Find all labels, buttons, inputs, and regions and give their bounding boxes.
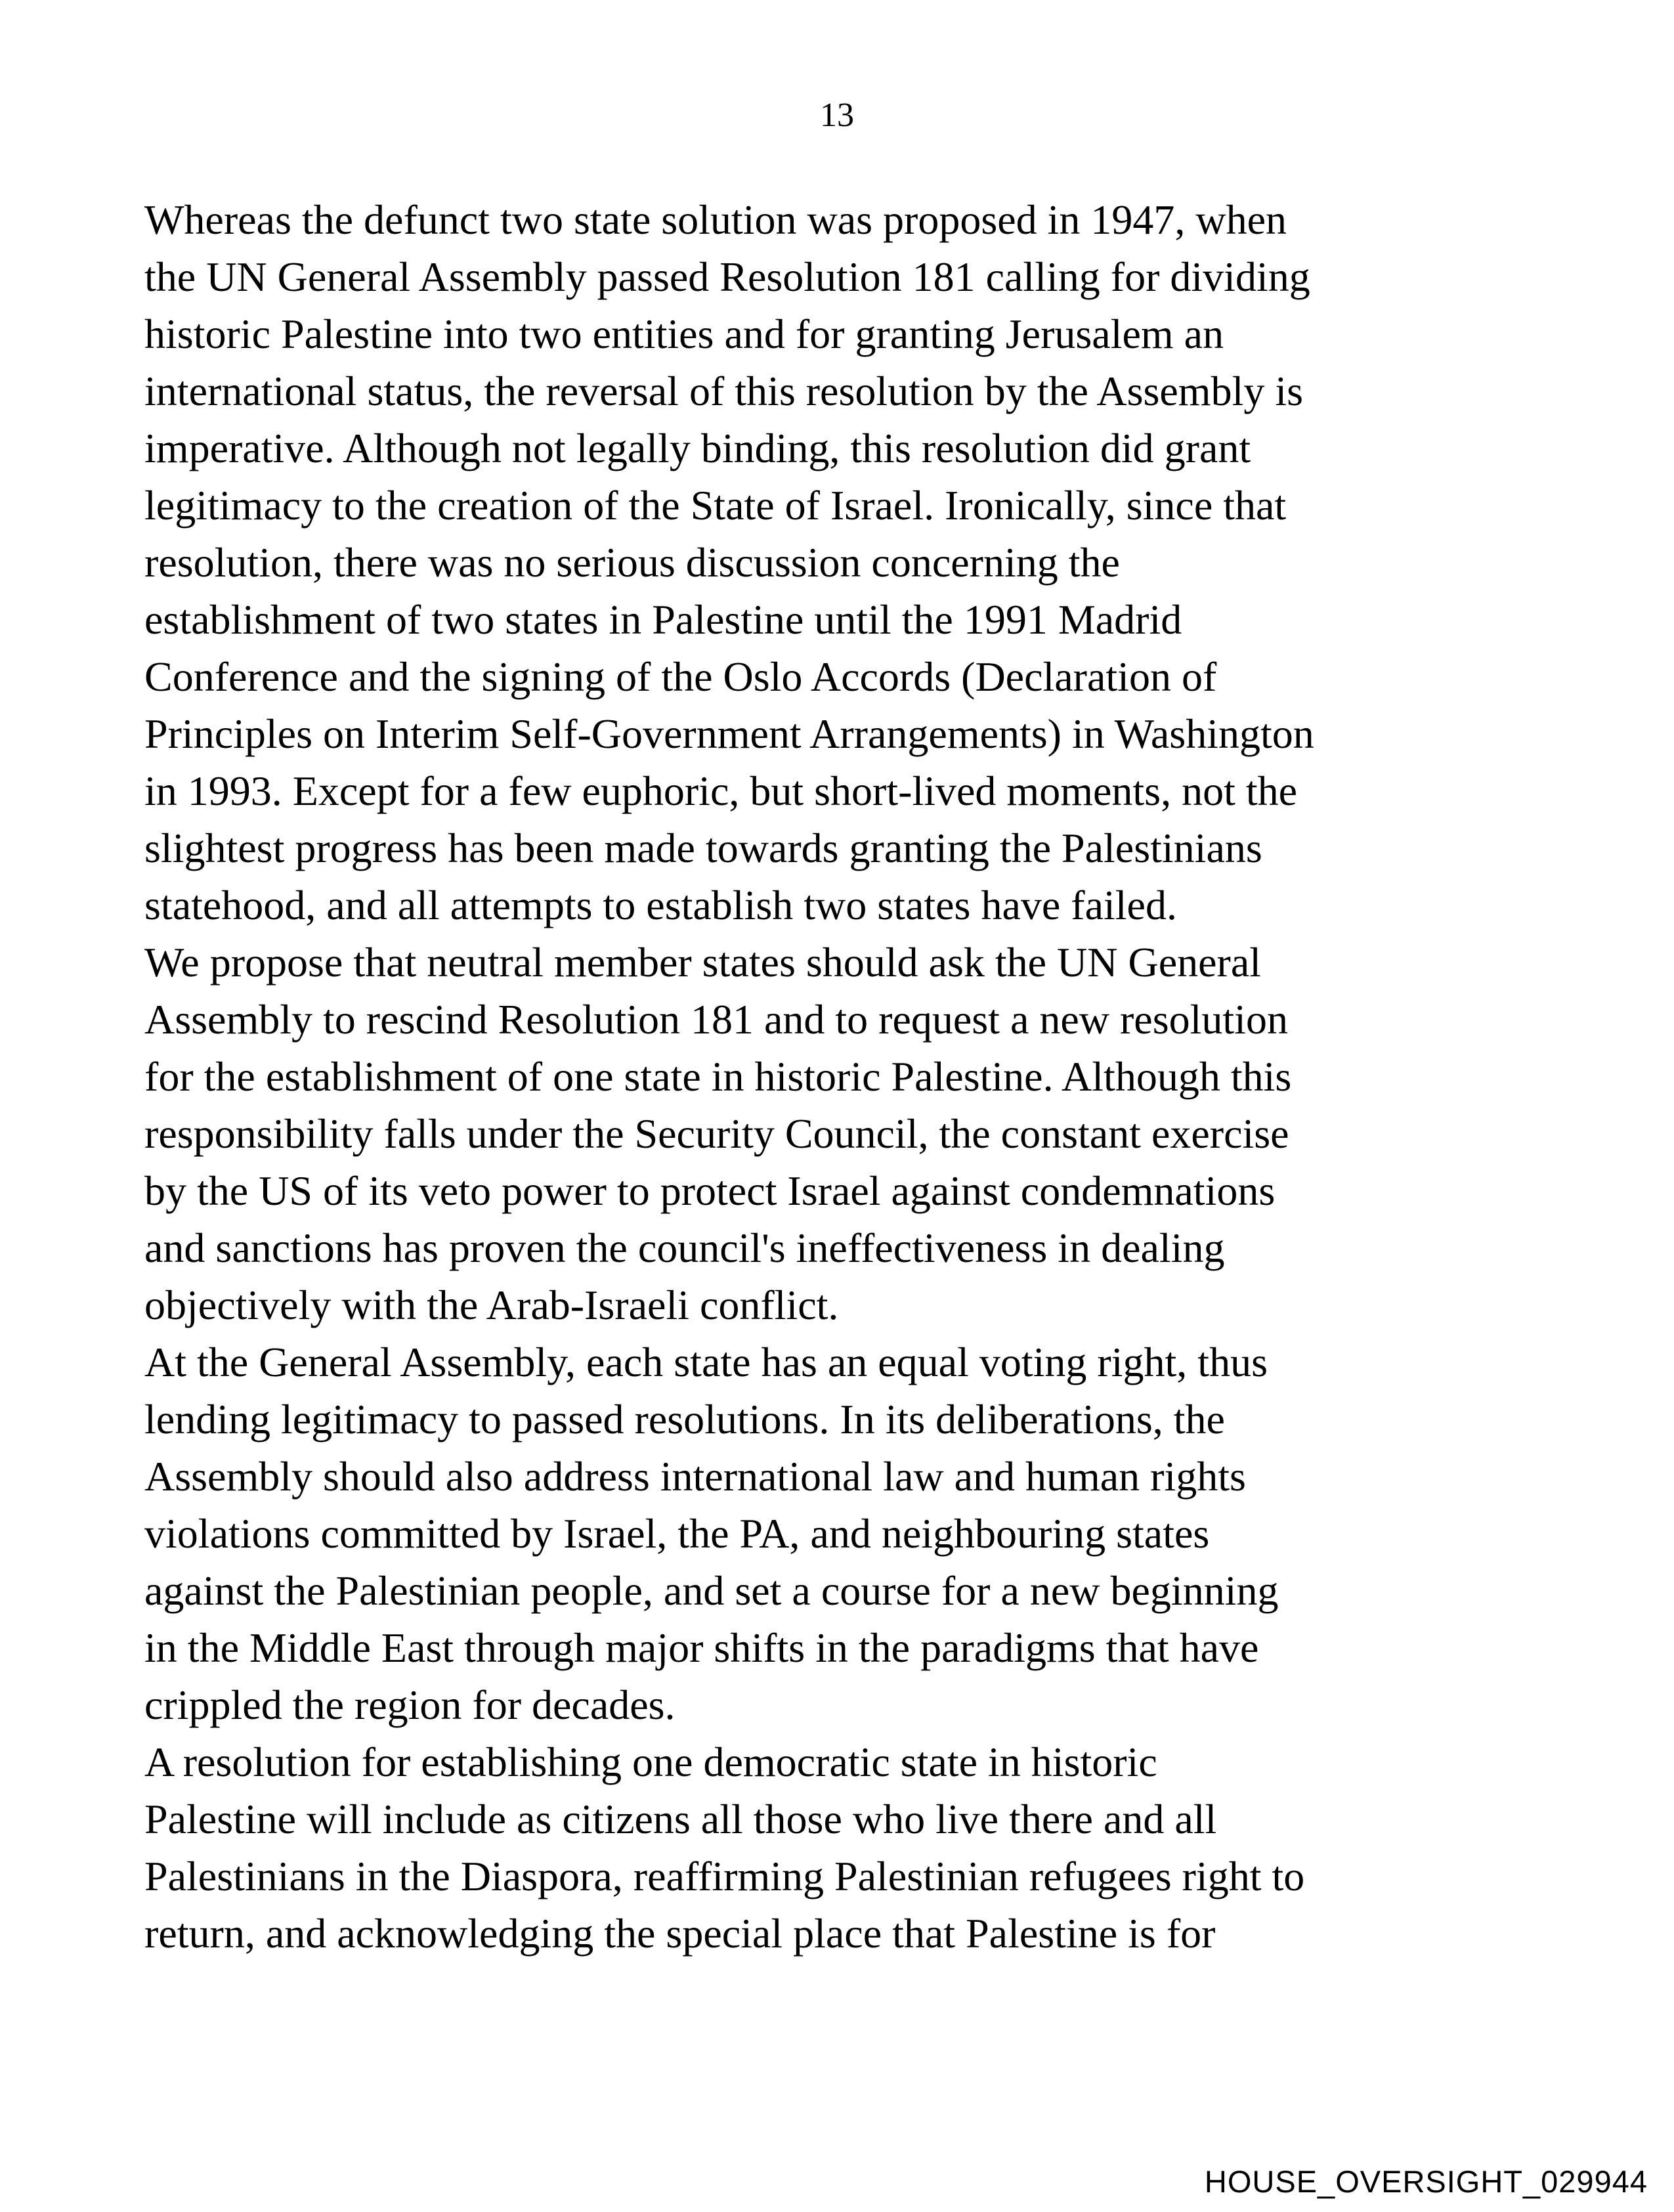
text-line: and sanctions has proven the council's ineffectiveness in dealing <box>144 1225 1225 1271</box>
text-line: We propose that neutral member states should ask the UN General <box>144 939 1261 986</box>
text-line: against the Palestinian people, and set a course for a new beginning <box>144 1567 1279 1614</box>
text-line: responsibility falls under the Security Council, the constant exercise <box>144 1110 1289 1157</box>
text-line: the UN General Assembly passed Resolution 181 calling for dividing <box>144 253 1310 300</box>
text-line: crippled the region for decades. <box>144 1681 676 1728</box>
text-line: statehood, and all attempts to establish two states have failed. <box>144 882 1177 928</box>
text-line: A resolution for establishing one democratic state in historic <box>144 1739 1157 1785</box>
text-line: in the Middle East through major shifts in the paradigms that have <box>144 1624 1259 1671</box>
text-line: resolution, there was no serious discussion concerning the <box>144 539 1120 586</box>
text-line: historic Palestine into two entities and for granting Jerusalem an <box>144 311 1224 357</box>
text-line: return, and acknowledging the special place that Palestine is for <box>144 1910 1216 1957</box>
text-line: slightest progress has been made towards granting the Palestinians <box>144 825 1262 871</box>
text-line: Whereas the defunct two state solution was proposed in 1947, when <box>144 196 1287 243</box>
text-line: Palestinians in the Diaspora, reaffirming Palestinian refugees right to <box>144 1853 1305 1899</box>
text-line: Assembly should also address international law and human rights <box>144 1453 1246 1500</box>
page-number: 13 <box>820 97 854 134</box>
text-line: Conference and the signing of the Oslo Accords (Declaration of <box>144 653 1217 700</box>
text-line: Assembly to rescind Resolution 181 and to request a new resolution <box>144 996 1288 1043</box>
text-line: establishment of two states in Palestine until the 1991 Madrid <box>144 596 1182 643</box>
text-line: lending legitimacy to passed resolutions. In its deliberations, the <box>144 1396 1225 1442</box>
text-line: by the US of its veto power to protect Israel against condemnations <box>144 1167 1276 1214</box>
text-line: imperative. Although not legally binding, this resolution did grant <box>144 425 1251 471</box>
text-line: At the General Assembly, each state has an equal voting right, thus <box>144 1339 1268 1385</box>
text-line: international status, the reversal of this resolution by the Assembly is <box>144 368 1304 414</box>
text-line: Principles on Interim Self-Government Arrangements) in Washington <box>144 710 1314 757</box>
text-line: legitimacy to the creation of the State of Israel. Ironically, since that <box>144 482 1287 529</box>
text-line: violations committed by Israel, the PA, and neighbouring states <box>144 1510 1210 1557</box>
text-line: Palestine will include as citizens all those who live there and all <box>144 1796 1217 1842</box>
body-text <box>144 191 1589 1962</box>
text-line: for the establishment of one state in historic Palestine. Although this <box>144 1053 1292 1100</box>
text-line: objectively with the Arab-Israeli conflict. <box>144 1282 839 1328</box>
bates-number: HOUSE_OVERSIGHT_029944 <box>1204 2164 1648 2199</box>
text-line: in 1993. Except for a few euphoric, but short-lived moments, not the <box>144 768 1298 814</box>
